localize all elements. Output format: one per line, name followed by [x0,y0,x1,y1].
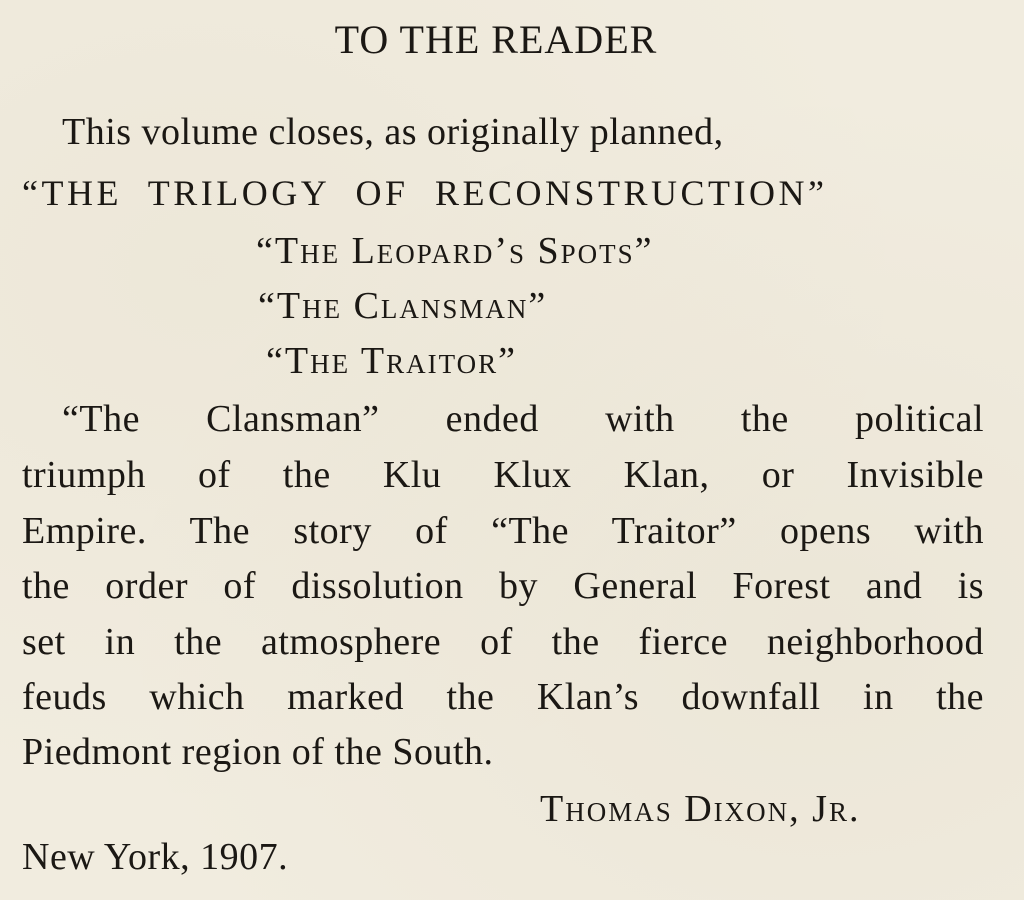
body-line-4: the order of dissolution by General Forest and is [22,565,984,607]
body-line-7: Piedmont region of the South. [22,731,494,773]
intro-line: This volume closes, as originally planned, [62,111,724,153]
trilogy-title: “THE TRILOGY OF RECONSTRUCTION” [22,173,828,213]
body-line-2: triumph of the Klu Klux Klan, or Invisible [22,454,984,496]
dateline: New York, 1907. [22,836,289,878]
body-line-1: “The Clansman” ended with the political [62,398,984,440]
book-title-clansman: “The Clansman” [258,285,548,327]
page-heading: TO THE READER [334,17,658,62]
body-line-3: Empire. The story of “The Traitor” opens with [22,510,984,552]
author-signature: Thomas Dixon, Jr. [540,788,861,830]
book-title-traitor: “The Traitor” [266,340,517,382]
body-line-6: feuds which marked the Klan’s downfall in the [22,676,984,718]
body-line-5: set in the atmosphere of the fierce neighborhood [22,621,984,663]
book-title-leopards-spots: “The Leopard’s Spots” [256,230,654,272]
